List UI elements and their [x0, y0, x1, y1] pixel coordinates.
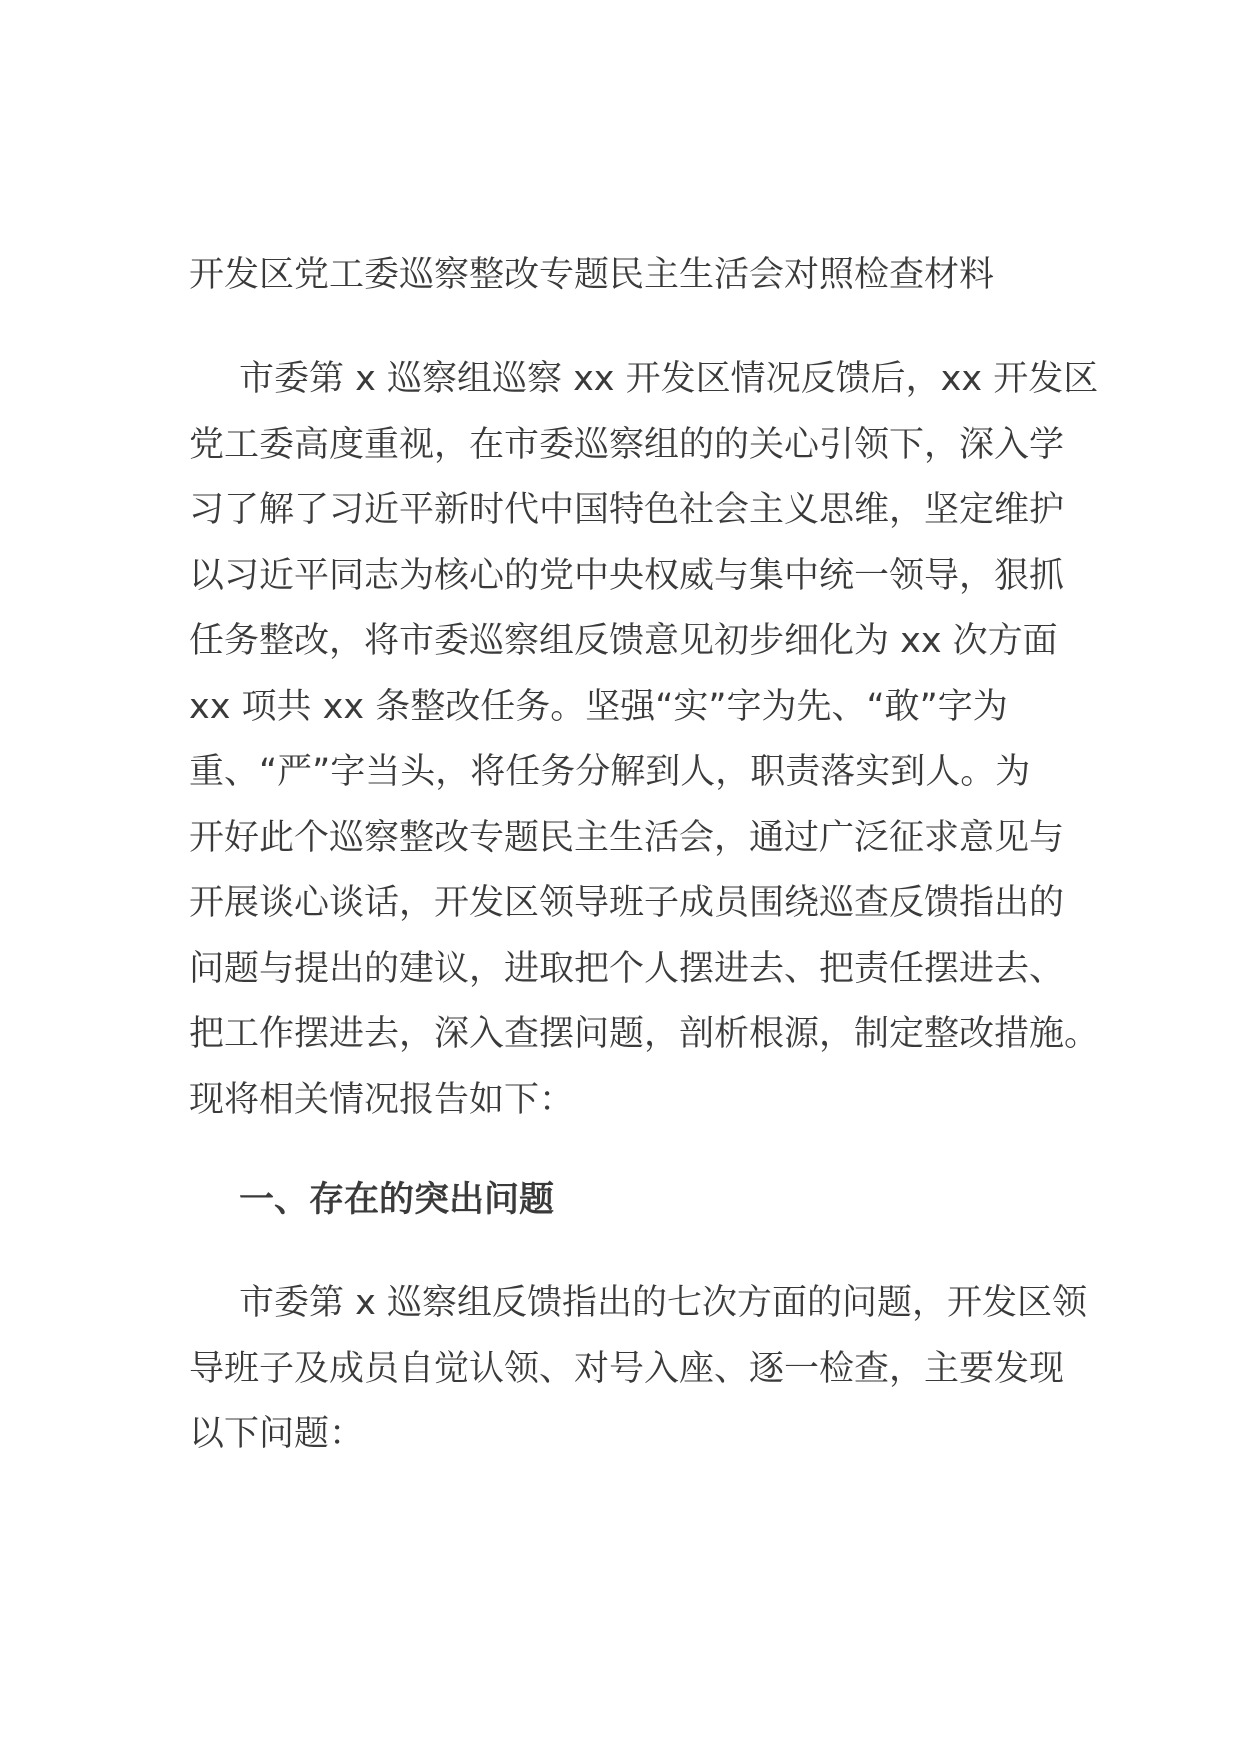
title-text: 开发区党工委巡察整改专题民主生活会对照检查材料 [189, 255, 995, 295]
paragraph-line: 党工委高度重视，在市委巡察组的的关心引领下，深入学 [189, 424, 1065, 465]
paragraph-line: 开展谈心谈话，开发区领导班子成员围绕巡查反馈指出的 [189, 883, 1065, 923]
paragraph-line: xx 项共 xx 条整改任务。坚强“实”字为先、“敢”字为 [189, 686, 1008, 727]
intro-paragraph [189, 347, 1100, 1133]
heading-text: 一、存在的突出问题 [239, 1180, 555, 1220]
paragraph-line: 问题与提出的建议，进取把个人摆进去、把责任摆进去、 [189, 948, 1065, 989]
paragraph-line: 市委第 x 巡察组反馈指出的七次方面的问题，开发区领 [239, 1283, 1087, 1323]
paragraph-line: 导班子及成员自觉认领、对号入座、逐一检查，主要发现 [189, 1348, 1065, 1389]
paragraph-line: 市委第 x 巡察组巡察 xx 开发区情况反馈后，xx 开发区 [239, 359, 1099, 399]
section-paragraph [189, 1271, 1087, 1468]
paragraph-line: 开好此个巡察整改专题民主生活会，通过广泛征求意见与 [189, 817, 1065, 858]
paragraph-line: 以下问题： [189, 1414, 365, 1454]
paragraph-line: 重、“严”字当头，将任务分解到人，职责落实到人。为 [189, 752, 1031, 792]
paragraph-line: 任务整改，将市委巡察组反馈意见初步细化为 xx 次方面 [189, 621, 1058, 661]
section-heading [189, 1168, 1069, 1234]
paragraph-line: 以习近平同志为核心的党中央权威与集中统一领导，狠抓 [189, 555, 1065, 596]
paragraph-line: 把工作摆进去，深入查摆问题，剖析根源，制定整改措施。 [189, 1014, 1100, 1054]
paragraph-line: 现将相关情况报告如下： [189, 1079, 575, 1120]
document-title [189, 243, 1069, 309]
paragraph-line: 习了解了习近平新时代中国特色社会主义思维，坚定维护 [189, 490, 1065, 530]
